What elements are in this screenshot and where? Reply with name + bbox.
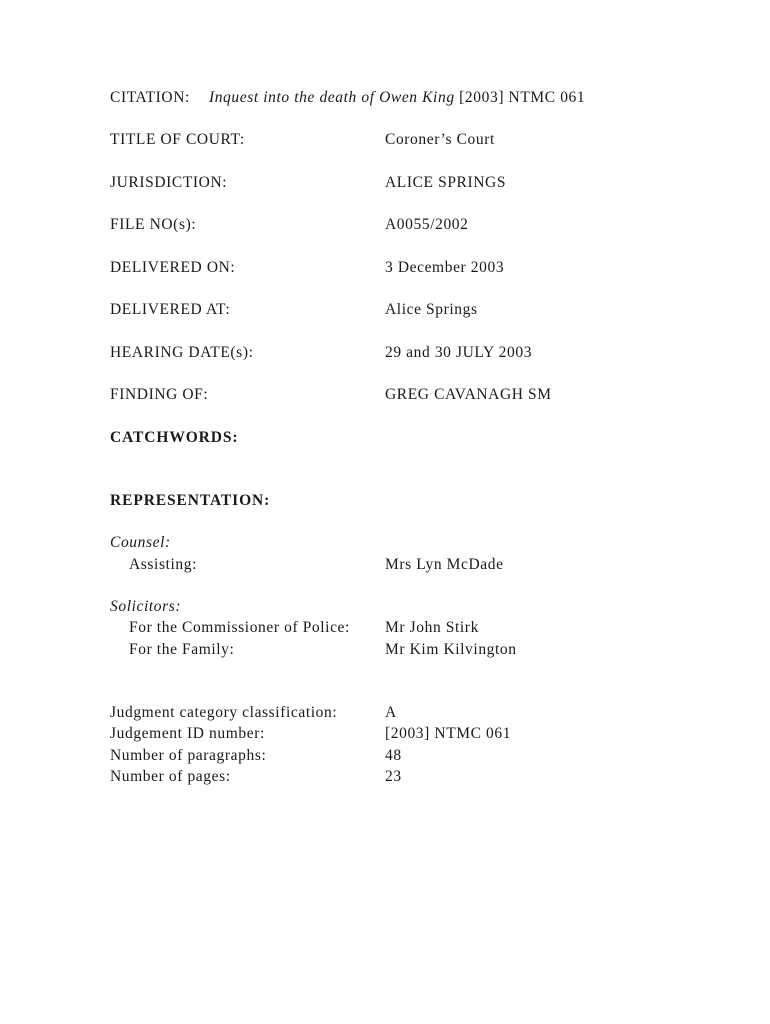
delivered-at-value: Alice Springs	[385, 301, 478, 318]
judgment-category-label: Judgment category classification:	[110, 704, 338, 721]
file-no-value: A0055/2002	[385, 216, 469, 233]
hearing-dates-value: 29 and 30 JULY 2003	[385, 344, 533, 361]
solicitors-police-value: Mr John Stirk	[385, 619, 479, 636]
counsel-assisting-label: Assisting:	[129, 556, 198, 573]
jurisdiction-label: JURISDICTION:	[110, 174, 228, 191]
jurisdiction-value: ALICE SPRINGS	[385, 174, 507, 191]
solicitors-heading: Solicitors:	[110, 598, 182, 615]
citation-label: CITATION:	[110, 89, 190, 106]
citation-case-title: Inquest into the death of Owen King	[208, 89, 455, 106]
delivered-at-label: DELIVERED AT:	[110, 301, 231, 318]
paragraphs-value: 48	[385, 747, 402, 764]
title-of-court-value: Coroner’s Court	[385, 131, 495, 148]
judgment-category-value: A	[385, 704, 397, 721]
counsel-heading: Counsel:	[110, 534, 171, 551]
catchwords-heading: CATCHWORDS:	[110, 429, 239, 446]
delivered-on-label: DELIVERED ON:	[110, 259, 236, 276]
counsel-assisting-value: Mrs Lyn McDade	[385, 556, 504, 573]
finding-of-value: GREG CAVANAGH SM	[385, 386, 552, 403]
hearing-dates-label: HEARING DATE(s):	[110, 344, 254, 361]
delivered-on-value: 3 December 2003	[385, 259, 505, 276]
pages-label: Number of pages:	[110, 768, 231, 785]
representation-heading: REPRESENTATION:	[110, 492, 271, 509]
solicitors-police-label: For the Commissioner of Police:	[129, 619, 350, 636]
citation-line	[110, 90, 585, 106]
solicitors-family-label: For the Family:	[129, 641, 235, 658]
file-no-label: FILE NO(s):	[110, 216, 197, 233]
title-of-court-label: TITLE OF COURT:	[110, 131, 245, 148]
solicitors-family-value: Mr Kim Kilvington	[385, 641, 517, 658]
judgement-id-value: [2003] NTMC 061	[385, 725, 512, 742]
judgement-id-label: Judgement ID number:	[110, 725, 265, 742]
pages-value: 23	[385, 768, 402, 785]
paragraphs-label: Number of paragraphs:	[110, 747, 267, 764]
citation-reference: [2003] NTMC 061	[459, 89, 586, 106]
finding-of-label: FINDING OF:	[110, 386, 209, 403]
